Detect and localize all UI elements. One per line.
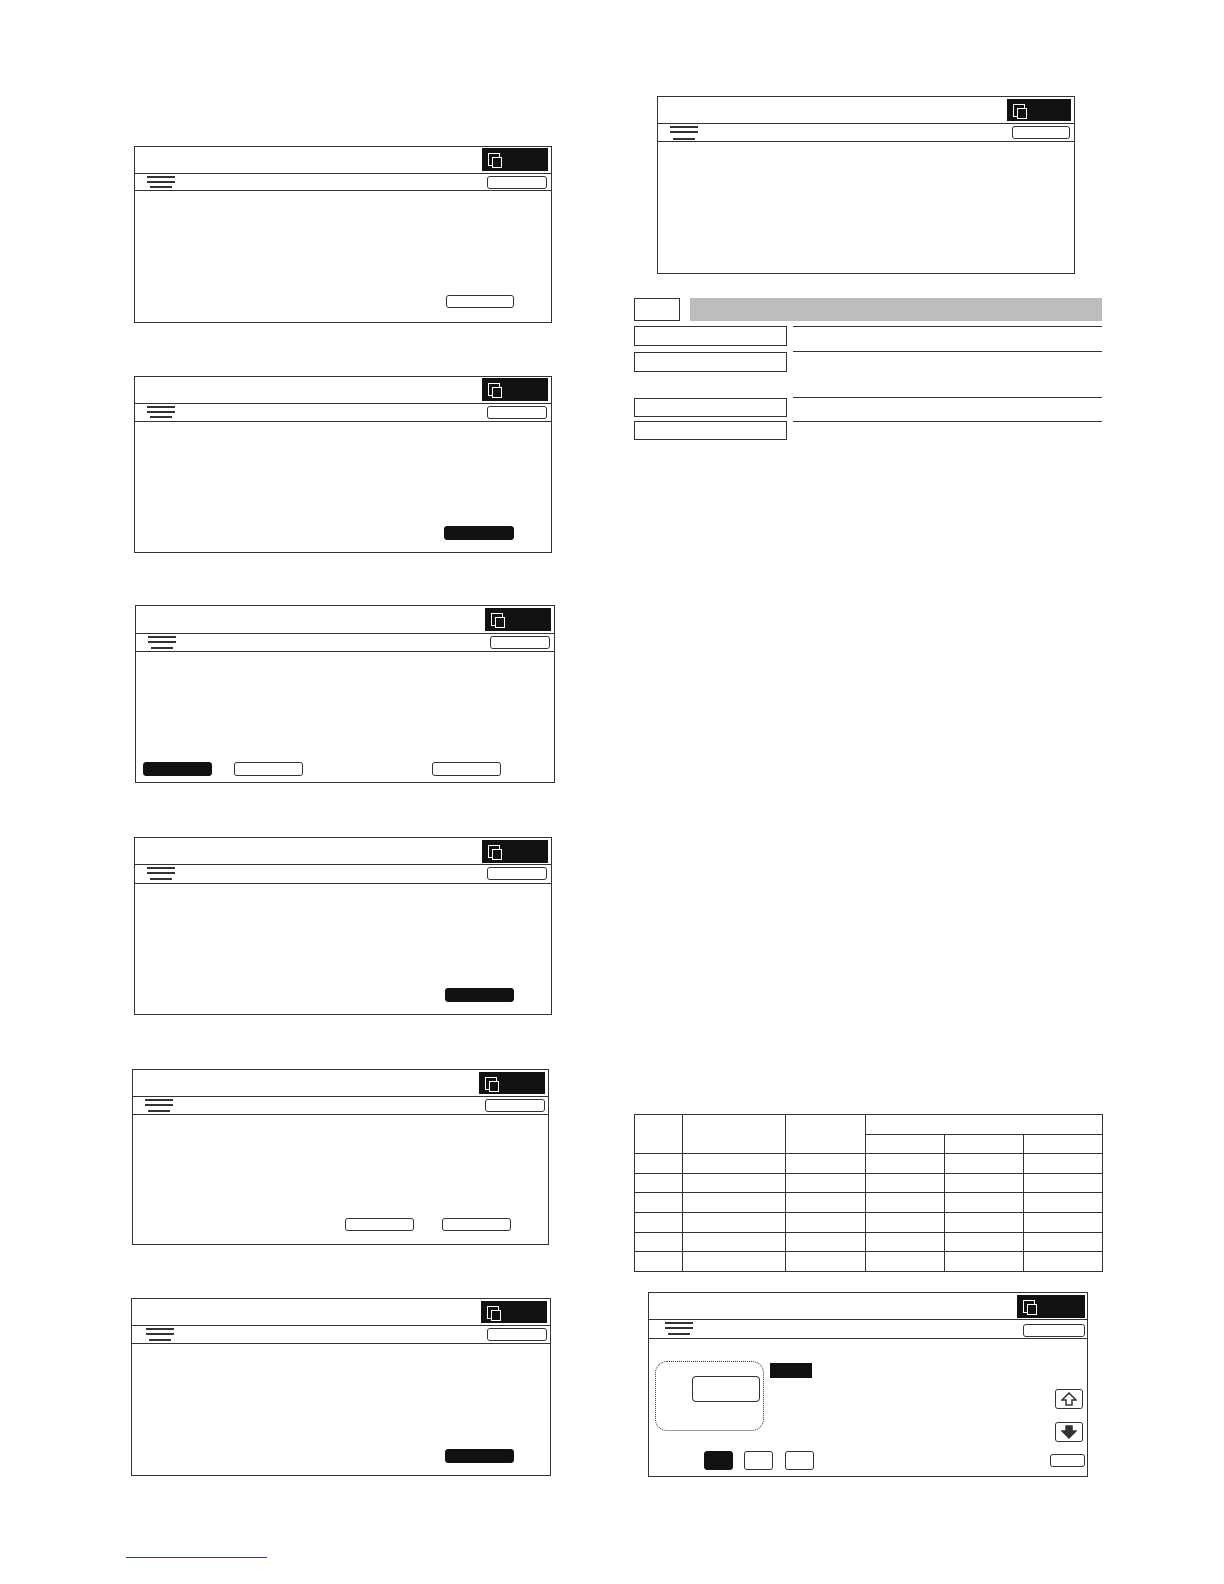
title-divider bbox=[135, 173, 551, 174]
copy-icon bbox=[487, 1306, 499, 1319]
table-header-cell bbox=[786, 1115, 866, 1154]
footer-link[interactable] bbox=[126, 1557, 267, 1558]
table-subheader-cell bbox=[866, 1135, 945, 1154]
back-button[interactable] bbox=[1023, 1324, 1085, 1337]
sub-divider bbox=[658, 141, 1074, 142]
sub-divider bbox=[133, 1114, 548, 1115]
sub-divider bbox=[649, 1338, 1087, 1339]
tray-icon bbox=[147, 405, 175, 423]
screen-panel-7 bbox=[657, 96, 1075, 274]
table-row bbox=[635, 1252, 1103, 1272]
item-label-box-3 bbox=[634, 398, 787, 417]
copy-icon bbox=[491, 613, 503, 626]
option-button-2[interactable] bbox=[442, 1218, 511, 1231]
table-row bbox=[635, 1154, 1103, 1174]
table-row bbox=[635, 1212, 1103, 1232]
screen-panel-4 bbox=[134, 837, 552, 1015]
title-divider bbox=[136, 633, 554, 634]
title-divider bbox=[133, 1096, 548, 1097]
back-button[interactable] bbox=[487, 406, 547, 419]
tray-icon bbox=[665, 1321, 693, 1339]
screen-panel-3 bbox=[135, 605, 555, 783]
item-rule-2 bbox=[793, 351, 1102, 352]
back-button[interactable] bbox=[490, 636, 550, 649]
action-button-selected[interactable] bbox=[445, 1449, 514, 1463]
item-rule-3 bbox=[793, 397, 1102, 398]
back-button[interactable] bbox=[485, 1099, 545, 1112]
copy-status-badge bbox=[482, 148, 548, 171]
sub-divider bbox=[132, 1343, 550, 1344]
value-input-field[interactable] bbox=[692, 1376, 760, 1402]
table-row bbox=[635, 1173, 1103, 1193]
back-button[interactable] bbox=[487, 176, 547, 189]
copy-icon bbox=[485, 1077, 497, 1090]
title-divider bbox=[135, 864, 551, 865]
option-button-3[interactable] bbox=[432, 762, 501, 776]
table-header-cell bbox=[635, 1115, 683, 1154]
section-title-bar bbox=[690, 298, 1102, 321]
table-header-group bbox=[866, 1115, 1103, 1135]
table-header-cell bbox=[683, 1115, 786, 1154]
screen-panel-1 bbox=[134, 146, 552, 323]
ok-button[interactable] bbox=[1050, 1454, 1085, 1467]
screen-panel-8 bbox=[648, 1292, 1088, 1477]
section-number-box bbox=[634, 298, 680, 321]
back-button[interactable] bbox=[1012, 126, 1070, 139]
option-button-2[interactable] bbox=[234, 762, 303, 776]
tray-icon bbox=[147, 866, 175, 884]
action-button-selected[interactable] bbox=[445, 988, 514, 1002]
copy-icon bbox=[1013, 104, 1025, 117]
mode-button-1[interactable] bbox=[704, 1451, 733, 1470]
screen-panel-6 bbox=[131, 1298, 551, 1476]
screen-panel-5 bbox=[132, 1069, 549, 1245]
table-subheader-cell bbox=[1024, 1135, 1103, 1154]
option-button-1[interactable] bbox=[345, 1218, 414, 1231]
copy-status-badge bbox=[1007, 99, 1071, 121]
mode-button-2[interactable] bbox=[744, 1451, 773, 1470]
up-arrow-icon bbox=[1061, 1392, 1077, 1406]
action-button[interactable] bbox=[446, 295, 514, 308]
sub-divider bbox=[135, 883, 551, 884]
back-button[interactable] bbox=[487, 1328, 547, 1341]
copy-icon bbox=[488, 845, 500, 858]
copy-status-badge bbox=[482, 378, 548, 401]
item-label-box-2 bbox=[634, 352, 787, 372]
item-rule-1 bbox=[793, 326, 1102, 327]
copy-icon bbox=[488, 383, 500, 396]
title-divider bbox=[135, 403, 551, 404]
tray-icon bbox=[147, 175, 175, 193]
tray-icon bbox=[670, 125, 698, 143]
table-row bbox=[635, 1193, 1103, 1213]
copy-status-badge bbox=[482, 840, 548, 863]
tray-icon bbox=[148, 635, 176, 653]
mode-button-3[interactable] bbox=[785, 1451, 814, 1470]
item-label-box-1 bbox=[634, 326, 787, 346]
copy-status-badge bbox=[1017, 1295, 1085, 1318]
item-label-box-4 bbox=[634, 421, 787, 440]
copy-status-badge bbox=[481, 1301, 547, 1323]
copy-icon bbox=[488, 153, 500, 166]
screen-panel-2 bbox=[134, 376, 552, 553]
table-row bbox=[635, 1232, 1103, 1252]
back-button[interactable] bbox=[487, 867, 547, 880]
action-button-selected[interactable] bbox=[444, 526, 514, 540]
title-divider bbox=[649, 1319, 1087, 1320]
table-subheader-cell bbox=[945, 1135, 1024, 1154]
sub-divider bbox=[135, 421, 551, 422]
item-rule-4 bbox=[793, 421, 1102, 422]
down-arrow-icon bbox=[1061, 1425, 1077, 1439]
tray-icon bbox=[146, 1327, 174, 1345]
tray-icon bbox=[145, 1098, 173, 1116]
spec-table bbox=[634, 1114, 1103, 1272]
sub-divider bbox=[136, 651, 554, 652]
title-divider bbox=[132, 1325, 550, 1326]
copy-icon bbox=[1023, 1300, 1035, 1313]
up-arrow-button[interactable] bbox=[1055, 1389, 1083, 1409]
title-divider bbox=[658, 123, 1074, 124]
down-arrow-button[interactable] bbox=[1055, 1422, 1083, 1442]
option-button-1[interactable] bbox=[143, 762, 212, 776]
sub-divider bbox=[135, 190, 551, 191]
copy-status-badge bbox=[479, 1072, 545, 1094]
copy-status-badge bbox=[485, 608, 551, 631]
selected-tag bbox=[770, 1363, 812, 1378]
